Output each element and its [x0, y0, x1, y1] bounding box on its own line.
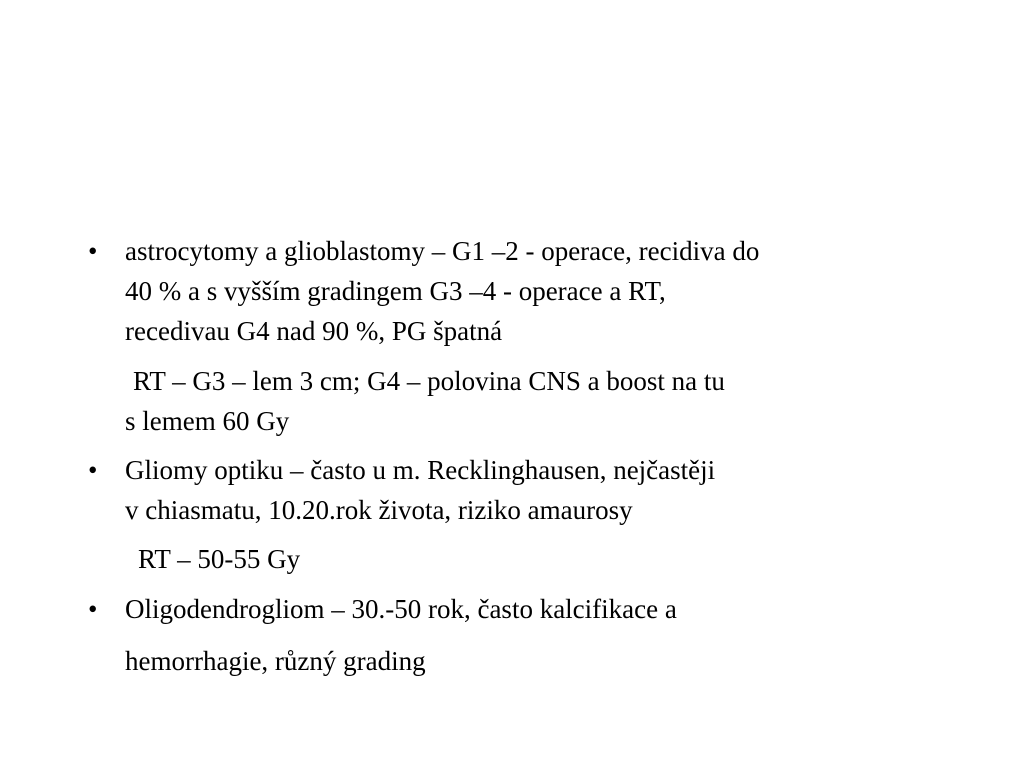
bullet-2-line-2: v chiasmatu, 10.20.rok života, riziko amaurosy	[125, 495, 633, 525]
bullet-marker: •	[88, 236, 98, 266]
bullet-1-note-2: s lemem 60 Gy	[125, 406, 290, 436]
bullet-1-line-3: recedivau G4 nad 90 %, PG špatná	[125, 316, 503, 346]
bullet-marker: •	[88, 455, 98, 485]
bullet-1-line-2: 40 % a s vyšším gradingem G3 –4 - operace a RT,	[125, 276, 666, 306]
bullet-3-line-2: hemorrhagie, různý grading	[125, 646, 426, 676]
bullet-3-line-1: Oligodendrogliom – 30.-50 rok, často kalcifikace a	[125, 594, 677, 624]
bullet-2-note-1: RT – 50-55 Gy	[138, 544, 301, 574]
bullet-1-note-1: RT – G3 – lem 3 cm; G4 – polovina CNS a boost na tu	[133, 366, 725, 396]
bullet-1-line-1: astrocytomy a glioblastomy – G1 –2 - operace, recidiva do	[125, 236, 760, 266]
bullet-2-line-1: Gliomy optiku – často u m. Recklinghausen, nejčastěji	[125, 455, 716, 485]
bullet-marker: •	[88, 594, 98, 624]
